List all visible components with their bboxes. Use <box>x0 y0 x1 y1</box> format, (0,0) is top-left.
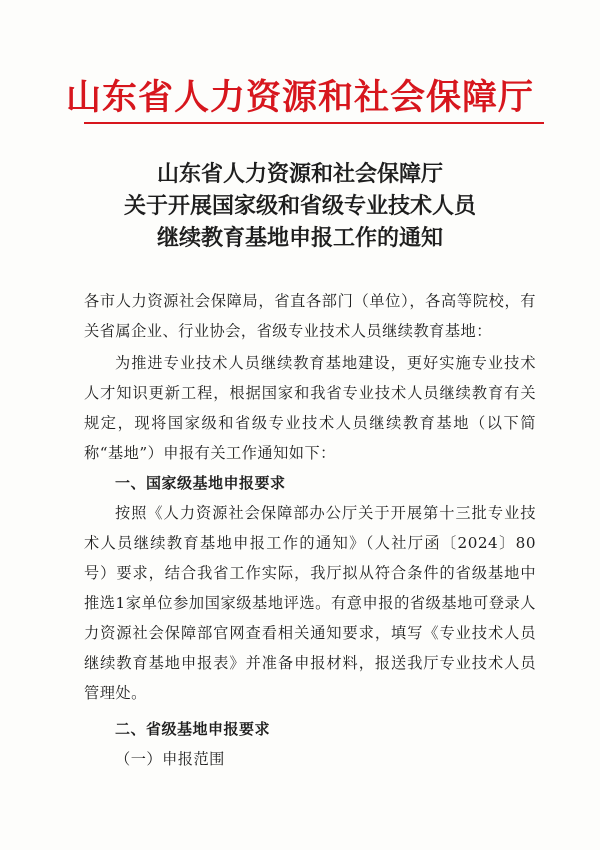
section2-heading: 二、省级基地申报要求 <box>115 720 271 738</box>
section1-heading: 一、国家级基地申报要求 <box>115 474 286 492</box>
title-line-3: 继续教育基地申报工作的通知 <box>156 225 443 251</box>
document-body <box>84 286 536 774</box>
subsection1-heading: （一）申报范围 <box>115 750 225 768</box>
agency-letterhead: 山东省人力资源和社会保障厅 <box>65 77 534 118</box>
title-line-1: 山东省人力资源和社会保障厅 <box>156 161 443 187</box>
intro-paragraph: 为推进专业技术人员继续教育基地建设，更好实施专业技术人才知识更新工程，根据国家和我省专业技术人员继续教育有关规定，现将国家级和省级专业技术人员继续教育基地（以下简称“基地”）申报有关工作通知如下： <box>84 354 536 462</box>
addressee-paragraph: 各市人力资源社会保障局，省直各部门（单位），各高等院校，有关省属企业、行业协会，省级专业技术人员继续教育基地： <box>84 292 536 340</box>
section1-paragraph: 按照《人力资源社会保障部办公厅关于开展第十三批专业技术人员继续教育基地申报工作的通知》（人社厅函〔2024〕80号）要求，结合我省工作实际，我厅拟从符合条件的省级基地中推选1家单位参加国家级基地评选。有意申报的省级基地可登录人力资源社会保障部官网查看相关通知要求，填写《专业技术人员继续教育基地申报表》并准备申报材料，报送我厅专业技术人员管理处。 <box>84 504 536 702</box>
letterhead-divider <box>84 122 544 124</box>
document-title <box>0 158 600 254</box>
title-line-2: 关于开展国家级和省级专业技术人员 <box>123 193 476 219</box>
